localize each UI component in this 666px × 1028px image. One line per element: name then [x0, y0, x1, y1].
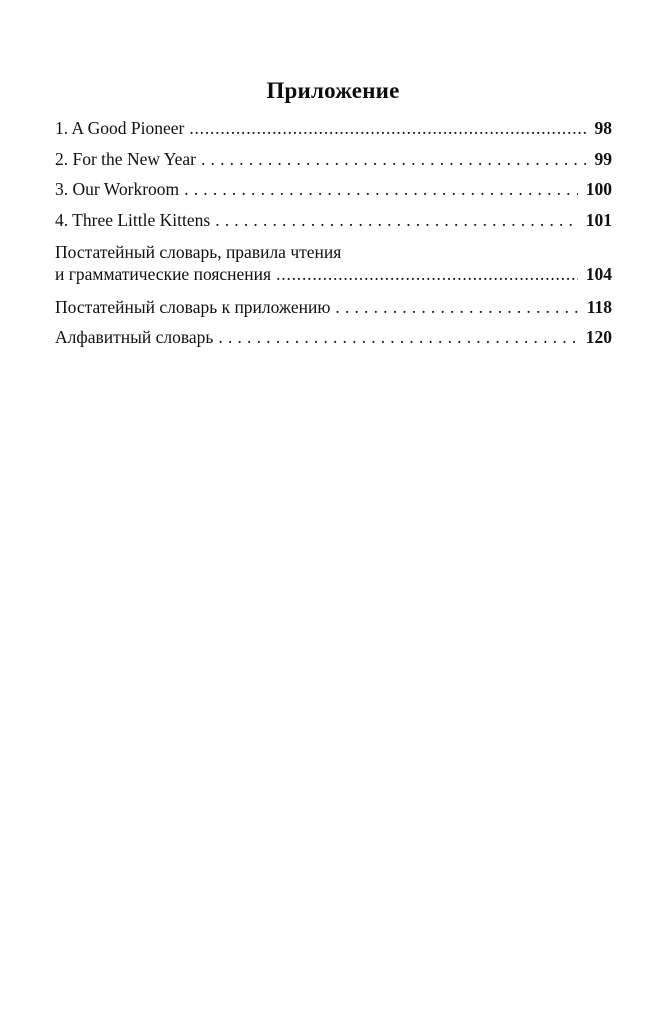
toc-entry[interactable] [55, 296, 612, 317]
toc-entry[interactable] [55, 181, 612, 199]
toc-entry[interactable] [55, 148, 612, 169]
table-of-contents [55, 120, 612, 360]
toc-entry-label-line1: Постатейный словарь, правила чтения [55, 242, 342, 262]
toc-entry-label: 4. Three Little Kittens [55, 209, 211, 230]
toc-entry[interactable] [55, 329, 612, 347]
toc-entry-label: 1. A Good Pioneer [55, 118, 185, 138]
toc-entry[interactable] [55, 120, 612, 138]
toc-entry-label-line2: и грамматические пояснения [55, 263, 272, 284]
page-title: Приложение [266, 78, 400, 103]
toc-page-number: 120 [585, 327, 612, 348]
toc-leader-dots [184, 181, 578, 199]
toc-page-number: 99 [594, 148, 612, 169]
toc-entry-label: Алфавитный словарь [55, 327, 214, 348]
toc-page-number: 98 [594, 118, 612, 138]
toc-entry-label: Постатейный словарь к приложению [55, 296, 331, 317]
toc-leader-dots [218, 329, 577, 347]
toc-leader-dots [201, 151, 587, 169]
toc-page-number: 118 [586, 296, 612, 317]
toc-leader-dots [215, 212, 578, 230]
toc-entry[interactable] [55, 209, 612, 230]
toc-page-number: 100 [585, 179, 612, 199]
toc-entry[interactable] [55, 242, 612, 286]
toc-page-number: 101 [585, 209, 612, 230]
toc-entry-label: 2. For the New Year [55, 148, 196, 169]
toc-leader-dots [189, 120, 586, 138]
toc-leader-dots [335, 299, 578, 317]
toc-page-number: 104 [585, 263, 612, 284]
toc-leader-dots [276, 268, 578, 286]
toc-entry-label: 3. Our Workroom [55, 179, 180, 199]
